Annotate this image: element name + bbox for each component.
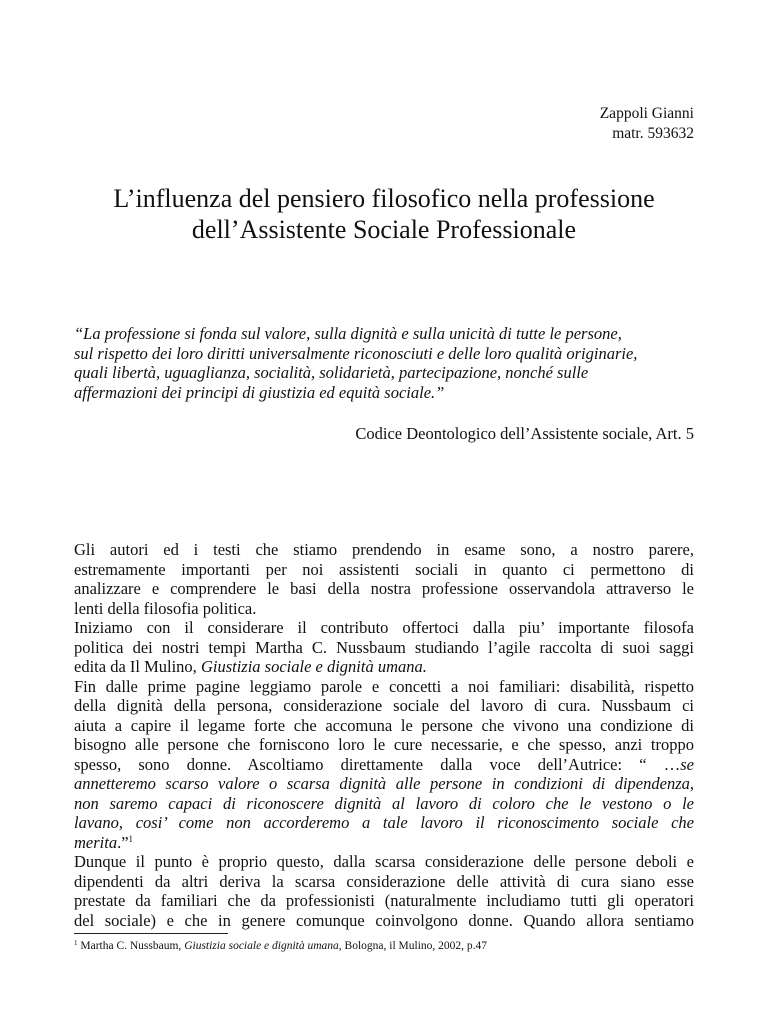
quote-line: affermazioni dei principi di giustizia ed equità sociale.” — [74, 382, 445, 402]
quote-line: sul rispetto dei loro diritti universalmente riconosciuti e delle loro qualità originarie, — [74, 343, 638, 363]
footnote-publication: , Bologna, il Mulino, 2002, p.47 — [338, 940, 488, 952]
footnote-reference[interactable]: 1 — [128, 833, 134, 844]
body-line — [74, 755, 694, 775]
body-text-run: edita da Il Mulino, — [74, 657, 201, 676]
quoted-text: lavano, cosi’ come non accorderemo a tale lavoro il riconoscimento sociale che — [74, 813, 694, 832]
body-line — [74, 794, 694, 814]
title-line: dell’Assistente Sociale Professionale — [191, 215, 577, 244]
author-block — [600, 104, 694, 144]
body-line: Iniziamo con il considerare il contributo offertoci dalla piu’ importante filosofa — [74, 618, 694, 637]
body-line: aiuta a capire il legame forte che accomuna le persone che vivono una condizione di — [74, 715, 694, 735]
footnote-separator — [74, 933, 228, 934]
body-text-run: spesso, sono donne. Ascoltiamo direttamente dalla voce dell’Autrice: “ … — [74, 754, 681, 774]
student-number: matr. 593632 — [612, 125, 694, 142]
document-title — [60, 183, 708, 245]
body-line: estremamente importanti per noi assistenti sociali in quanto ci permettono di — [74, 559, 694, 579]
body-text-run: .” — [117, 832, 129, 852]
quote-line: quali libertà, uguaglianza, socialità, solidarietà, partecipazione, nonché sulle — [74, 363, 589, 382]
body-line — [74, 833, 694, 853]
quote-line: “La professione si fonda sul valore, sulla dignità e sulla unicità di tutte le persone, — [74, 324, 622, 343]
body-line: prestate da familiari che da professionisti (naturalmente includiamo tutti gli operatori — [74, 891, 694, 910]
body-line: della dignità della persona, considerazione sociale del lavoro di cura. Nussbaum ci — [74, 696, 694, 715]
body-line — [74, 813, 694, 833]
body-line: Dunque il punto è proprio questo, dalla scarsa considerazione delle persone deboli e — [74, 852, 694, 871]
body-line: politica dei nostri tempi Martha C. Nussbaum studiando l’agile raccolta di suoi saggi — [74, 637, 694, 657]
book-title: Giustizia sociale e dignità umana. — [200, 657, 427, 676]
body-line: bisogno alle persone che forniscono loro le cure necessarie, e che spesso, anzi troppo — [74, 735, 694, 754]
body-line: Gli autori ed i testi che stiamo prendendo in esame sono, a nostro parere, — [74, 540, 694, 559]
body-line: analizzare e comprendere le basi della nostra professione osservandola attraverso le — [74, 579, 694, 598]
body-line — [74, 774, 694, 794]
quoted-text: annetteremo scarso valore o scarsa dignità alle persone in condizioni di dipendenza, — [74, 774, 694, 793]
title-line: L’influenza del pensiero filosofico nella professione — [113, 184, 655, 213]
body-line: del sociale) e che in genere comunque coinvolgono donne. Quando allora sentiamo — [74, 910, 694, 930]
footnote-author: Martha C. Nussbaum, — [77, 940, 185, 952]
body-line: lenti della filosofia politica. — [74, 598, 257, 618]
quoted-text: se — [680, 754, 694, 774]
footnote — [74, 939, 487, 953]
body-line — [74, 657, 694, 677]
body-text — [74, 540, 694, 930]
epigraph-source: Codice Deontologico dell’Assistente sociale, Art. 5 — [355, 424, 694, 443]
body-line: dipendenti da altri deriva la scarsa considerazione delle attività di cura siano esse — [74, 871, 694, 891]
quoted-text: non saremo capaci di riconoscere dignità al lavoro di coloro che le vestono o le — [74, 793, 694, 813]
epigraph-quote — [74, 324, 637, 402]
body-line: Fin dalle prime pagine leggiamo parole e concetti a noi familiari: disabilità, rispetto — [74, 676, 694, 696]
author-name: Zappoli Gianni — [599, 105, 694, 122]
quoted-text: merita — [74, 832, 118, 852]
footnote-mark: 1 — [74, 939, 78, 947]
footnote-work-title: Giustizia sociale e dignità umana — [184, 940, 339, 952]
